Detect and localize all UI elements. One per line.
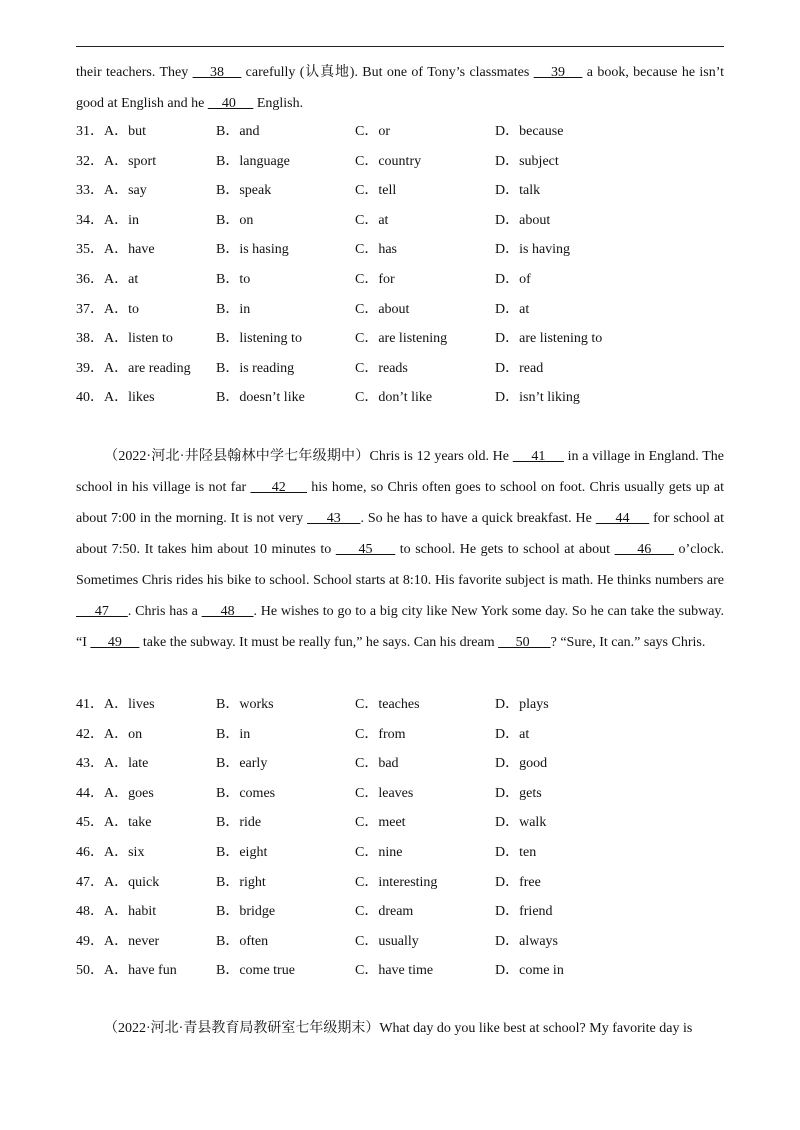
passage-text: a book, because he isn’t good at English and he: [76, 65, 725, 111]
question-number: 47．: [76, 874, 104, 890]
option-a[interactable]: A．have: [104, 242, 155, 258]
question-number: 45．: [76, 815, 104, 831]
passage-text: . Chris has a: [127, 604, 202, 619]
header-divider: [76, 46, 724, 47]
option-b[interactable]: B．often: [216, 933, 269, 949]
question-number: 34．: [76, 212, 104, 228]
question-row: [76, 838, 724, 868]
question-number: 37．: [76, 301, 104, 317]
option-d[interactable]: D．of: [495, 271, 531, 287]
question-number: 38．: [76, 331, 104, 347]
option-c[interactable]: C．dream: [355, 904, 414, 920]
option-d[interactable]: D．because: [495, 124, 564, 139]
question-row: [76, 897, 724, 927]
question-row: [76, 868, 724, 898]
passage-text: . So he has to have a quick breakfast. He: [360, 511, 596, 526]
option-d[interactable]: D．isn’t liking: [495, 390, 580, 406]
passage-text: ? “Sure, It can.” says Chris.: [550, 635, 706, 650]
question-number: 41．: [76, 697, 104, 712]
option-d[interactable]: D．plays: [495, 697, 549, 712]
source-label: （2022·河北·青县教育局教研室七年级期末）: [104, 1021, 380, 1036]
question-number: 48．: [76, 904, 104, 920]
option-c[interactable]: C．bad: [355, 756, 399, 772]
question-row: [76, 720, 724, 750]
question-row: [76, 927, 724, 957]
option-a[interactable]: A．never: [104, 933, 160, 949]
question-row: [76, 295, 724, 325]
question-row: [76, 265, 724, 295]
option-b[interactable]: B．language: [216, 153, 290, 169]
option-a[interactable]: A．sport: [104, 153, 157, 169]
passage-text: take the subway. It must be really fun,” he says. Can his dream: [139, 635, 499, 650]
question-number: 49．: [76, 933, 104, 949]
option-c[interactable]: C．nine: [355, 844, 403, 860]
passage-favorite-day: [76, 1013, 724, 1044]
question-number: 32．: [76, 153, 104, 169]
blank-42: 42: [250, 480, 308, 495]
question-row: [76, 808, 724, 838]
option-b[interactable]: B．right: [216, 874, 266, 890]
option-b[interactable]: B．bridge: [216, 904, 276, 920]
question-number: 35．: [76, 242, 104, 258]
option-a[interactable]: A．listen to: [104, 331, 173, 347]
option-d[interactable]: D．talk: [495, 183, 541, 199]
question-row: [76, 235, 724, 265]
blank-45: 45: [335, 542, 396, 557]
passage-text: for school at about 7:50. It takes him about 10 minutes to: [76, 511, 724, 557]
question-row: [76, 383, 724, 413]
option-c[interactable]: C．usually: [355, 933, 419, 949]
option-d[interactable]: D．free: [495, 874, 541, 890]
question-number: 33．: [76, 183, 104, 199]
question-list-31-40: [76, 117, 724, 413]
option-b[interactable]: B．doesn’t like: [216, 390, 305, 406]
passage-text: o’clock. Sometimes Chris rides his bike to school. School starts at 8:10. His favorite subject is math. He thinks numbers are: [76, 542, 725, 588]
option-b[interactable]: B．come true: [216, 963, 295, 979]
option-b[interactable]: B．on: [216, 212, 254, 228]
option-a[interactable]: A．goes: [104, 785, 154, 801]
option-d[interactable]: D．good: [495, 756, 548, 772]
option-c[interactable]: C．don’t like: [355, 390, 433, 406]
option-a[interactable]: A．are reading: [104, 360, 191, 376]
option-b[interactable]: B．in: [216, 726, 251, 742]
question-row: [76, 749, 724, 779]
passage-text: his home, so Chris often goes to school on foot. Chris usually gets up at about 7:00 in the morning. It is not very: [76, 480, 724, 526]
option-d[interactable]: D．subject: [495, 153, 559, 169]
blank-43: 43: [307, 511, 361, 526]
option-a[interactable]: A．habit: [104, 904, 157, 920]
passage-chris: [76, 441, 724, 658]
option-d[interactable]: D．friend: [495, 904, 553, 920]
option-b[interactable]: B．eight: [216, 844, 268, 860]
option-b[interactable]: B．ride: [216, 815, 262, 831]
option-b[interactable]: B．works: [216, 697, 274, 712]
question-number: 46．: [76, 844, 104, 860]
question-number: 31．: [76, 124, 104, 139]
option-a[interactable]: A．six: [104, 844, 145, 860]
question-row: [76, 206, 724, 236]
blank-40: 40: [207, 96, 254, 111]
option-d[interactable]: D．gets: [495, 785, 542, 801]
passage-text: Chris is 12 years old. He: [369, 449, 513, 464]
question-row: [76, 117, 724, 147]
option-c[interactable]: C．have time: [355, 963, 434, 979]
question-number: 40．: [76, 390, 104, 406]
question-row: [76, 690, 724, 720]
option-a[interactable]: A．quick: [104, 874, 160, 890]
blank-50: 50: [498, 635, 551, 650]
option-c[interactable]: C．about: [355, 301, 410, 317]
option-a[interactable]: A．to: [104, 301, 139, 317]
blank-48: 48: [201, 604, 254, 619]
option-b[interactable]: B．speak: [216, 183, 272, 199]
option-c[interactable]: C．teaches: [355, 697, 420, 712]
option-a[interactable]: A．in: [104, 212, 139, 228]
option-b[interactable]: B．to: [216, 271, 251, 287]
option-c[interactable]: C．interesting: [355, 874, 438, 890]
passage-text: their teachers. They: [76, 65, 193, 80]
passage-text: What day do you like best at school? My favorite day is: [379, 1021, 693, 1036]
option-a[interactable]: A．likes: [104, 390, 155, 406]
option-b[interactable]: B．and: [216, 124, 260, 139]
option-c[interactable]: C．has: [355, 242, 397, 258]
passage-text: to school. He gets to school at about: [395, 542, 615, 557]
option-d[interactable]: D．read: [495, 360, 544, 376]
option-d[interactable]: D．always: [495, 933, 558, 949]
blank-39: 39: [533, 65, 583, 80]
question-number: 39．: [76, 360, 104, 376]
option-c[interactable]: C．at: [355, 212, 389, 228]
option-c[interactable]: C．country: [355, 153, 422, 169]
option-a[interactable]: A．on: [104, 726, 143, 742]
question-row: [76, 176, 724, 206]
source-label: （2022·河北·井陉县翰林中学七年级期中）: [104, 449, 370, 464]
question-list-41-50: [76, 690, 724, 986]
blank-47: 47: [76, 604, 128, 619]
question-number: 36．: [76, 271, 104, 287]
option-c[interactable]: C．meet: [355, 815, 406, 831]
passage-text: carefully (认真地). But one of Tony’s classmates: [241, 65, 534, 80]
option-d[interactable]: D．walk: [495, 815, 547, 831]
option-b[interactable]: B．early: [216, 756, 268, 772]
blank-41: 41: [512, 449, 564, 464]
question-row: [76, 779, 724, 809]
passage-ending: [76, 57, 724, 119]
option-c[interactable]: C．are listening: [355, 331, 448, 347]
question-number: 50．: [76, 963, 104, 979]
passage-text: English.: [253, 96, 304, 111]
option-a[interactable]: A．say: [104, 183, 147, 199]
option-d[interactable]: D．is having: [495, 242, 571, 258]
option-b[interactable]: B．is hasing: [216, 242, 289, 258]
question-number: 42．: [76, 726, 104, 742]
blank-44: 44: [595, 511, 650, 526]
passage-text: in a village in England. The school in his village is not far: [76, 449, 724, 495]
option-c[interactable]: C．reads: [355, 360, 408, 376]
option-c[interactable]: C．tell: [355, 183, 397, 199]
question-number: 44．: [76, 785, 104, 801]
question-row: [76, 354, 724, 384]
option-c[interactable]: C．from: [355, 726, 406, 742]
option-a[interactable]: A．lives: [104, 697, 155, 712]
blank-46: 46: [614, 542, 674, 557]
blank-49: 49: [90, 635, 140, 650]
option-c[interactable]: C．or: [355, 124, 390, 139]
question-row: [76, 147, 724, 177]
passage-text: . He wishes to go to a big city like New York some day. So he can take the subway. “I: [76, 604, 725, 650]
question-row: [76, 324, 724, 354]
option-d[interactable]: D．ten: [495, 844, 537, 860]
option-d[interactable]: D．about: [495, 212, 551, 228]
option-a[interactable]: A．at: [104, 271, 139, 287]
blank-38: 38: [192, 65, 242, 80]
option-b[interactable]: B．in: [216, 301, 251, 317]
option-d[interactable]: D．at: [495, 726, 530, 742]
option-a[interactable]: A．have fun: [104, 963, 177, 979]
option-a[interactable]: A．take: [104, 815, 152, 831]
option-a[interactable]: A．late: [104, 756, 149, 772]
question-row: [76, 956, 724, 986]
option-d[interactable]: D．come in: [495, 963, 564, 979]
option-d[interactable]: D．are listening to: [495, 331, 603, 347]
question-number: 43．: [76, 756, 104, 772]
option-b[interactable]: B．listening to: [216, 331, 302, 347]
option-b[interactable]: B．comes: [216, 785, 276, 801]
option-d[interactable]: D．at: [495, 301, 530, 317]
option-b[interactable]: B．is reading: [216, 360, 295, 376]
option-a[interactable]: A．but: [104, 124, 146, 139]
option-c[interactable]: C．for: [355, 271, 395, 287]
option-c[interactable]: C．leaves: [355, 785, 414, 801]
